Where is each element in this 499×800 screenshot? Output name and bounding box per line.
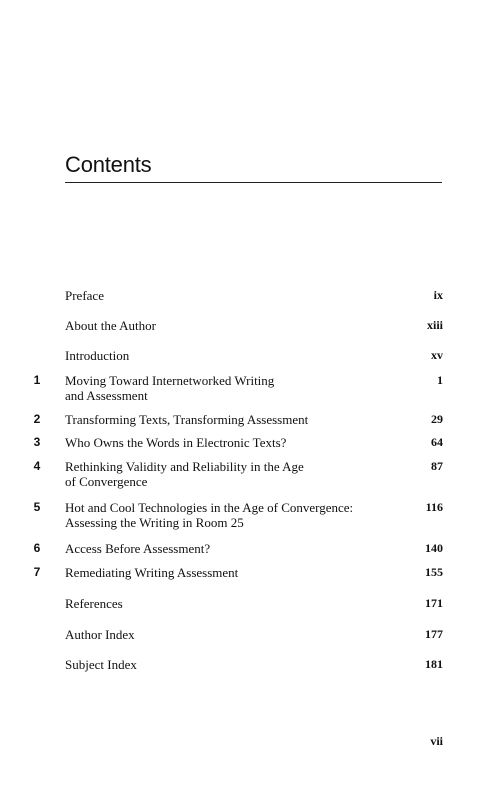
entry-title: Introduction [65, 348, 130, 363]
entry-title: Subject Index [65, 657, 137, 672]
page-number: 181 [425, 657, 443, 671]
entry-title: Preface [65, 288, 104, 303]
page-number: 140 [425, 541, 443, 555]
chapter-number: 4 [33, 459, 41, 473]
page-number: 64 [431, 435, 443, 449]
page-number: 177 [425, 627, 443, 641]
entry-title: Who Owns the Words in Electronic Texts? [65, 435, 287, 450]
entry-title: References [65, 596, 123, 611]
page-number: 116 [425, 500, 443, 514]
chapter-number: 6 [33, 541, 41, 555]
chapter-number: 1 [33, 373, 41, 387]
chapter-number: 7 [33, 565, 41, 579]
entry-title-line-2: Assessing the Writing in Room 25 [65, 515, 244, 530]
page-title: Contents [65, 152, 152, 177]
entry-title-line-2: and Assessment [65, 388, 148, 403]
entry-title: Transforming Texts, Transforming Assessment [65, 412, 309, 427]
page-number: ix [433, 288, 443, 302]
title-rule [65, 182, 442, 183]
page-number: 29 [431, 412, 443, 426]
entry-title: About the Author [65, 318, 156, 333]
page-number: 1 [437, 373, 443, 387]
page-number: xv [431, 348, 443, 362]
chapter-number: 3 [33, 435, 41, 449]
page-number: xiii [426, 318, 443, 332]
page-folio: vii [430, 734, 443, 748]
entry-title [65, 500, 410, 530]
entry-title [65, 373, 410, 403]
entry-title: Author Index [65, 627, 135, 642]
entry-title-line-1: Rethinking Validity and Reliability in the Age [65, 459, 304, 474]
entry-title: Remediating Writing Assessment [65, 565, 239, 580]
page-number: 171 [425, 596, 443, 610]
chapter-number: 2 [33, 412, 41, 426]
page-number: 87 [431, 459, 443, 473]
chapter-number: 5 [33, 500, 41, 514]
entry-title-line-1: Hot and Cool Technologies in the Age of Convergence: [65, 500, 354, 515]
page-number: 155 [425, 565, 443, 579]
entry-title: Access Before Assessment? [65, 541, 211, 556]
entry-title-line-2: of Convergence [65, 474, 148, 489]
entry-title-line-1: Moving Toward Internetworked Writing [65, 373, 275, 388]
entry-title [65, 459, 410, 489]
